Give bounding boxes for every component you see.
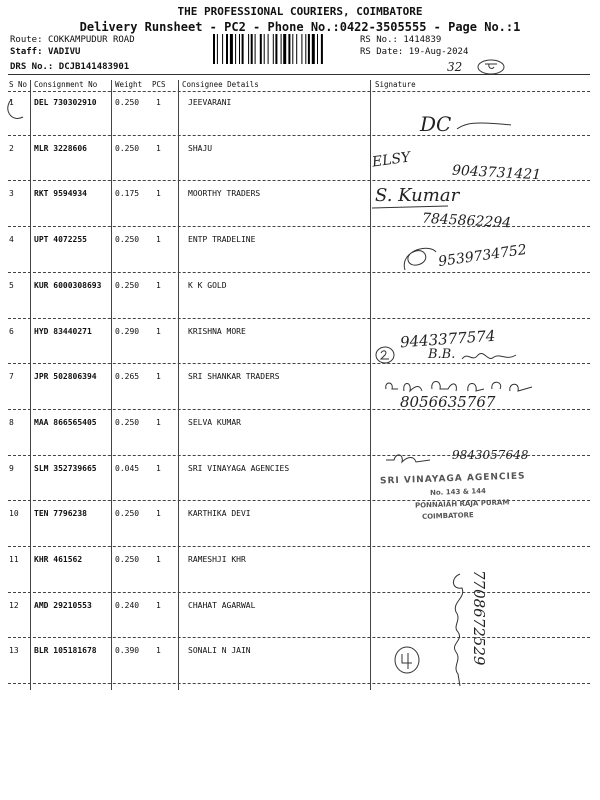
handwritten-name-row3: S. Kumar (375, 185, 460, 206)
col-header-sno: S No (9, 80, 28, 89)
row-weight: 0.175 (115, 189, 140, 199)
signature-stroke-icon (460, 349, 520, 365)
row-sno: 2 (9, 143, 14, 153)
circle-mark-icon (5, 95, 35, 125)
row-sno: 10 (9, 509, 19, 519)
row-pcs: 1 (156, 509, 161, 519)
row-sno: 1 (9, 98, 14, 107)
row-consignee: SRI SHANKAR TRADERS (188, 372, 280, 382)
route-line (10, 35, 135, 45)
rs-date-value: 19-Aug-2024 (408, 47, 469, 57)
col-divider (111, 80, 112, 690)
row-consignment-no: JPR 502806394 (34, 372, 97, 382)
row-consignee: ENTP TRADELINE (188, 235, 256, 245)
col-header-signature: Signature (375, 80, 416, 89)
col-divider (370, 80, 371, 690)
col-header-weight: Weight (115, 80, 143, 89)
row-sno: 4 (9, 235, 14, 245)
row-consignee: CHAHAT AGARWAL (188, 600, 256, 610)
vertical-tamil-signature-icon (446, 570, 470, 690)
row-consignment-no: BLR 105181678 (34, 646, 97, 656)
route-label: Route: (10, 35, 43, 45)
row-weight: 0.290 (115, 326, 140, 336)
row-consignment-no: MAA 866565405 (34, 417, 97, 427)
row-consignment-no: KHR 461562 (34, 555, 83, 564)
row-weight: 0.265 (115, 372, 140, 382)
col-divider (178, 80, 179, 690)
row-weight: 0.250 (115, 98, 140, 107)
row-pcs: 1 (156, 280, 161, 290)
row-pcs: 1 (156, 326, 161, 336)
col-header-pcs: PCS (152, 80, 166, 89)
row-separator (8, 683, 590, 684)
row-pcs: 1 (156, 235, 161, 245)
stamp-line3: PONNAIAH RAJA PURAM (414, 498, 510, 510)
rs-no-line (360, 35, 441, 45)
handwritten-phone-row6: 9443377574 (399, 326, 496, 352)
row-weight: 0.240 (115, 600, 140, 610)
staff-value: VADIVU (47, 47, 81, 57)
row-separator (8, 91, 590, 92)
col-header-consignee: Consignee Details (182, 80, 259, 89)
row-pcs: 1 (156, 372, 161, 382)
handwritten-phone-row3: 7845862294 (421, 210, 512, 232)
row-consignment-no: TEN 7796238 (34, 509, 87, 519)
rs-date-label: RS Date: (360, 47, 404, 57)
row-separator (8, 318, 590, 319)
stamp-line1: SRI VINAYAGA AGENCIES (379, 471, 526, 487)
row-consignment-no: SLM 352739665 (34, 463, 97, 473)
handwritten-page-mark: 32 (447, 60, 463, 74)
row-weight: 0.250 (115, 417, 140, 427)
rs-no-label: RS No.: (360, 35, 398, 45)
row-consignee: JEEVARANI (188, 98, 232, 107)
row-consignment-no: DEL 730302910 (34, 98, 97, 107)
stamp-line4: COIMBATORE (421, 511, 474, 521)
row-pcs: 1 (156, 143, 161, 153)
drs-label: DRS No.: (10, 62, 54, 72)
row-separator (8, 409, 590, 410)
row-consignee: KRISHNA MORE (188, 326, 246, 336)
row-separator (8, 272, 590, 273)
route-value: COKKAMPUDUR ROAD (47, 35, 135, 45)
row-sno: 8 (9, 417, 14, 427)
runsheet-title: Delivery Runsheet - PC2 - Phone No.:0422-3505555 - Page No.:1 (79, 20, 521, 34)
row-consignment-no: KUR 6000308693 (34, 280, 102, 290)
row-weight: 0.250 (115, 143, 140, 153)
row-sno: 9 (9, 463, 14, 473)
signature-stroke-icon (455, 115, 515, 135)
row-pcs: 1 (156, 646, 161, 656)
row-consignment-no: AMD 29210553 (34, 600, 92, 610)
handwritten-phone-row11: 7708672529 (470, 570, 488, 666)
row-sno: 13 (9, 646, 19, 656)
row-consignee: SELVA KUMAR (188, 417, 241, 427)
row-consignment-no: HYD 83440271 (34, 326, 92, 336)
tamil-signature-icon (384, 448, 434, 468)
row-pcs: 1 (156, 600, 161, 610)
company-title: THE PROFESSIONAL COURIERS, COIMBATORE (177, 5, 423, 18)
row-weight: 0.390 (115, 646, 140, 656)
stamp-line2: No. 143 & 144 (429, 487, 487, 497)
rs-date-line (360, 47, 468, 57)
row-weight: 0.250 (115, 280, 140, 290)
handwritten-name-row2: ELSY (371, 149, 412, 171)
row-pcs: 1 (156, 417, 161, 427)
row-sno: 7 (9, 372, 14, 382)
row-sno: 5 (9, 280, 14, 290)
barcode-image (213, 34, 355, 64)
rs-no-value: 1414839 (403, 35, 442, 45)
row-consignee: K K GOLD (188, 280, 227, 290)
scribble-signature-icon (400, 240, 440, 276)
row-weight: 0.250 (115, 555, 140, 564)
row-weight: 0.250 (115, 509, 140, 519)
circle-mark-icon (392, 645, 422, 675)
row-consignee: MOORTHY TRADERS (188, 189, 261, 199)
row-consignee: RAMESHJI KHR (188, 555, 246, 564)
row-separator (8, 546, 590, 547)
col-divider (30, 80, 31, 690)
circle-mark-icon (374, 345, 396, 365)
row-sno: 12 (9, 600, 19, 610)
row-pcs: 1 (156, 555, 161, 564)
col-header-consignment: Consignment No (34, 80, 98, 89)
row-consignee: KARTHIKA DEVI (188, 509, 251, 519)
row-consignee: SONALI N JAIN (188, 646, 251, 656)
row-separator (8, 592, 590, 593)
row-pcs: 1 (156, 189, 161, 199)
handwritten-sign-row1: DC (420, 112, 452, 136)
row-separator (8, 637, 590, 638)
staff-line (10, 47, 80, 57)
header-top-rule (8, 74, 590, 75)
staff-label: Staff: (10, 47, 43, 57)
row-consignee: SHAJU (188, 143, 213, 153)
row-consignee: SRI VINAYAGA AGENCIES (188, 463, 290, 473)
row-weight: 0.250 (115, 235, 140, 245)
handwritten-phone-row2: 9043731421 (451, 162, 542, 184)
row-sno: 6 (9, 326, 14, 336)
drs-value: DCJB141483901 (58, 62, 130, 72)
handwritten-phone-row8: 9843057648 (452, 448, 529, 462)
handwritten-phone-row4: 9539734752 (437, 241, 528, 271)
handwritten-phone-row7: 8056635767 (400, 393, 496, 411)
row-sno: 3 (9, 189, 14, 199)
handwritten-name-row6: B.B. (428, 347, 456, 362)
row-pcs: 1 (156, 98, 161, 107)
row-consignment-no: UPT 4072255 (34, 235, 87, 245)
row-weight: 0.045 (115, 463, 140, 473)
drs-line (10, 62, 129, 72)
row-sno: 11 (9, 555, 19, 564)
row-consignment-no: MLR 3228606 (34, 143, 87, 153)
row-consignment-no: RKT 9594934 (34, 189, 87, 199)
row-pcs: 1 (156, 463, 161, 473)
